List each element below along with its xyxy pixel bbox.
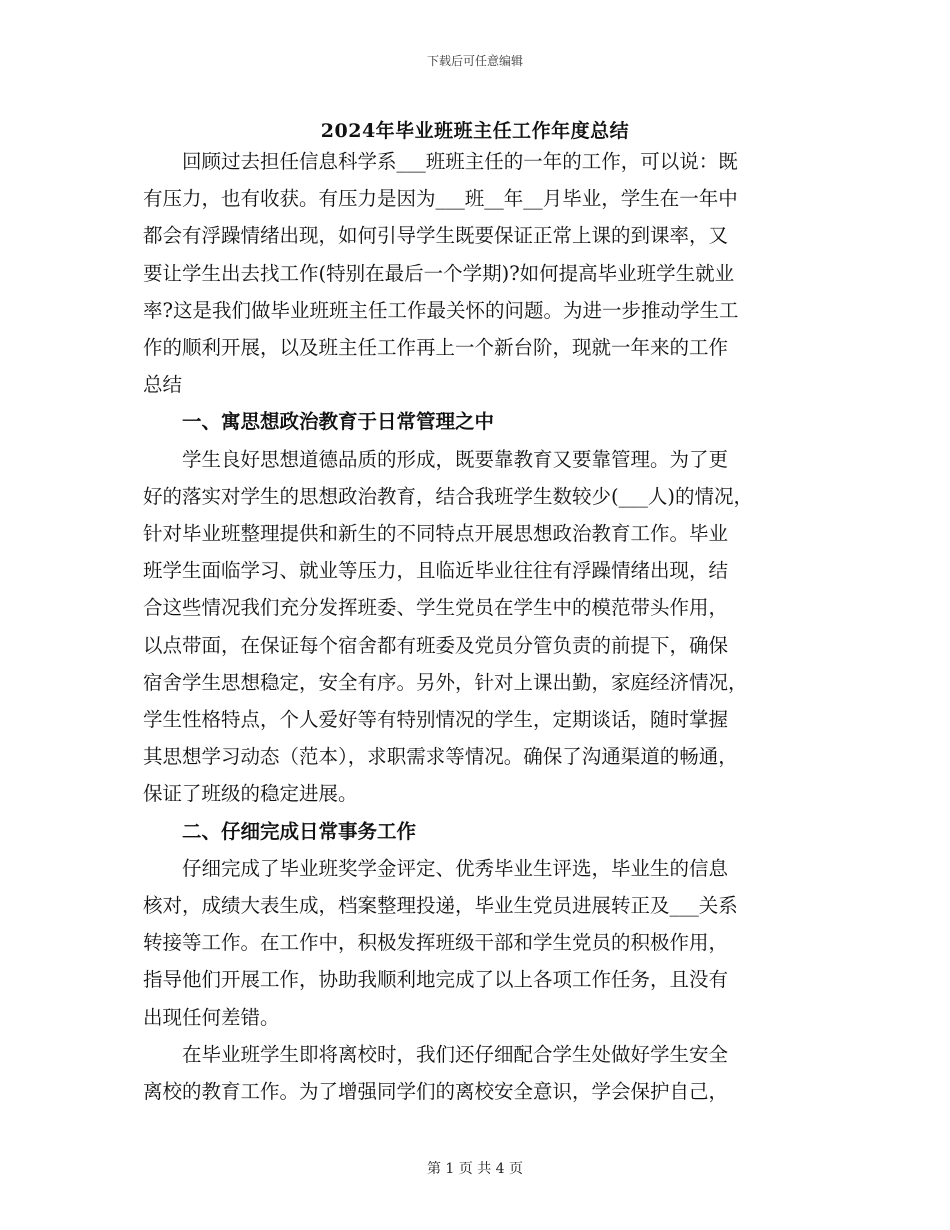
text-line: 以点带面，在保证每个宿舍都有班委及党员分管负责的前提下，确保 (143, 633, 729, 657)
text-line: 出现任何差错。 (143, 1005, 280, 1029)
text-line: 都会有浮躁情绪出现，如何引导学生既要保证正常上课的到课率，又 (143, 224, 729, 248)
text-line: 总结 (143, 373, 183, 397)
text-line: 好的落实对学生的思想政治教育，结合我班学生数较少(___人)的情况， (143, 484, 753, 508)
text-line: 回顾过去担任信息科学系___班班主任的一年的工作，可以说：既 (182, 150, 738, 173)
text-line: 班学生面临学习、就业等压力，且临近毕业往往有浮躁情绪出现，结 (143, 559, 729, 583)
text-line: 针对毕业班整理提供和新生的不同特点开展思想政治教育工作。毕业 (143, 522, 729, 546)
text-line: 在毕业班学生即将离校时，我们还仔细配合学生处做好学生安全 (182, 1042, 729, 1066)
section-1-paragraph (143, 441, 823, 813)
text-line: 其思想学习动态（范本），求职需求等情况。确保了沟通渠道的畅通， (143, 745, 738, 769)
header-note: 下载后可任意编辑 (426, 54, 523, 68)
text-line: 转接等工作。在工作中，积极发挥班级干部和学生党员的积极作用， (143, 931, 729, 955)
text-line: 宿舍学生思想稳定，安全有序。另外，针对上课出勤，家庭经济情况， (143, 670, 748, 694)
text-line: 学生良好思想道德品质的形成，既要靠教育又要靠管理。为了更 (182, 447, 729, 471)
text-line: 核对，成绩大表生成，档案整理投递，毕业生党员进展转正及___关系 (143, 894, 738, 918)
text-line: 率?这是我们做毕业班班主任工作最关怀的问题。为进一步推动学生工 (143, 298, 739, 322)
section-2-paragraph-2 (143, 1036, 823, 1110)
text-line: 作的顺利开展，以及班主任工作再上一个新台阶，现就一年来的工作 (143, 336, 729, 360)
text-line: 指导他们开展工作，协助我顺利地完成了以上各项工作任务，且没有 (143, 968, 729, 992)
page-indicator: 第 1 页 共 4 页 (426, 1161, 524, 1177)
document-body (143, 143, 823, 1110)
text-line: 学生性格特点，个人爱好等有特别情况的学生，定期谈话，随时掌握 (143, 708, 729, 732)
intro-paragraph (143, 143, 823, 403)
text-line: 仔细完成了毕业班奖学金评定、优秀毕业生评选，毕业生的信息 (182, 856, 729, 880)
text-line: 保证了班级的稳定进展。 (143, 782, 358, 806)
text-line: 要让学生出去找工作(特别在最后一个学期)?如何提高毕业班学生就业 (143, 261, 735, 285)
text-line: 离校的教育工作。为了增强同学们的离校安全意识，学会保护自己， (143, 1080, 729, 1104)
document-title: 2024年毕业班班主任工作年度总结 (320, 120, 630, 142)
text-line: 有压力，也有收获。有压力是因为___班__年__月毕业，学生在一年中 (143, 187, 738, 211)
section-2-heading: 二、仔细完成日常事务工作 (182, 819, 417, 843)
section-1-heading: 一、寓思想政治教育于日常管理之中 (182, 410, 495, 434)
section-2-paragraph-1 (143, 850, 823, 1036)
text-line: 合这些情况我们充分发挥班委、学生党员在学生中的模范带头作用， (143, 596, 729, 620)
